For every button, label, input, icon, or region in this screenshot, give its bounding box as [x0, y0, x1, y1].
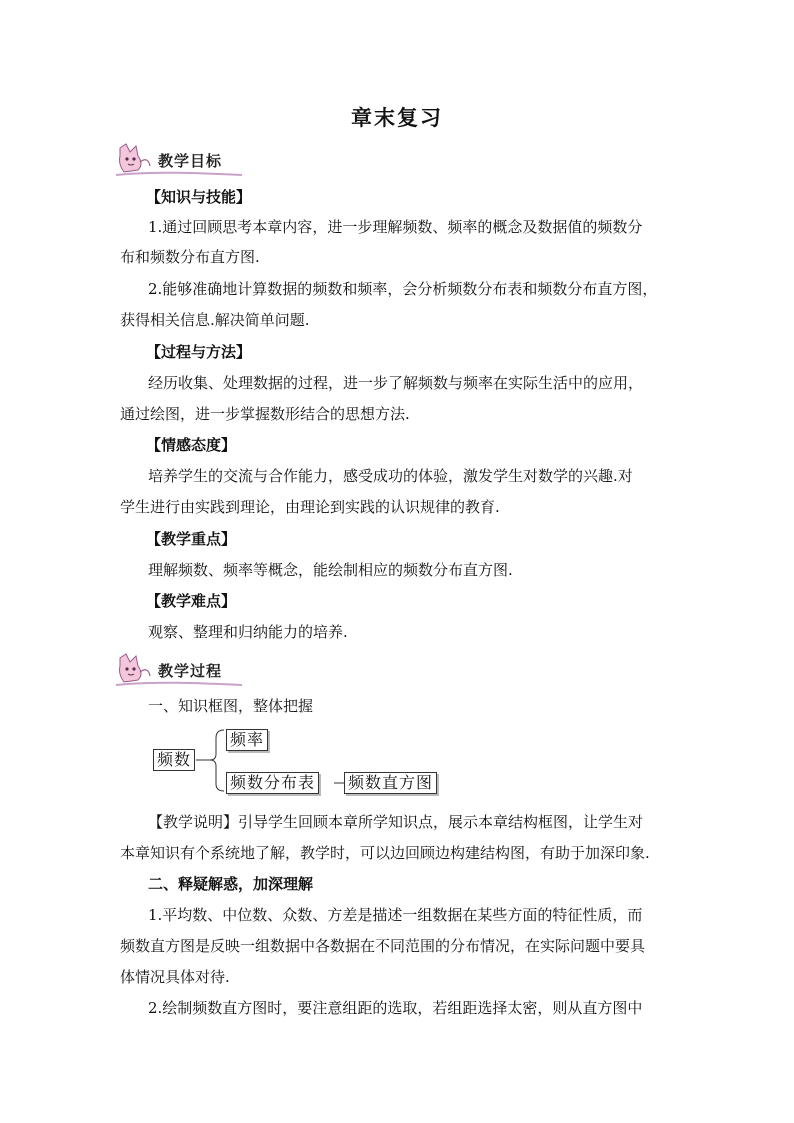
heading-key-points: 【教学重点】	[146, 530, 237, 548]
heading-knowledge: 【知识与技能】	[146, 188, 252, 206]
diagram-node-frequency-rate: 频率	[226, 729, 268, 751]
section-title: 二、释疑解惑，加深理解	[148, 875, 314, 893]
heading-process: 【过程与方法】	[146, 343, 252, 361]
paragraph-line: 1.平均数、中位数、众数、方差是描述一组数据在某些方面的特征性质，而	[148, 906, 643, 924]
paragraph-line: 【教学说明】引导学生回顾本章所学知识点，展示本章结构框图，让学生对	[148, 813, 644, 831]
heading-emotion: 【情感态度】	[146, 436, 237, 454]
diagram-node-distribution-table: 频数分布表	[226, 772, 319, 794]
section-banner-process	[114, 652, 244, 688]
paragraph-line: 培养学生的交流与合作能力，感受成功的体验，激发学生对数学的兴趣.对	[148, 467, 633, 485]
section-title: 一、知识框图，整体把握	[148, 697, 314, 715]
diagram-node-histogram: 频数直方图	[344, 772, 437, 794]
paragraph-line: 体情况具体对待.	[120, 968, 230, 986]
paragraph-line: 1.通过回顾思考本章内容，进一步理解频数、频率的概念及数据值的频数分	[148, 218, 643, 236]
section-banner-goals	[114, 142, 244, 178]
paragraph-line: 通过绘图，进一步掌握数形结合的思想方法.	[120, 405, 410, 423]
paragraph-line: 2.能够准确地计算数据的频数和频率，会分析频数分布表和频数分布直方图，	[148, 280, 658, 298]
heading-difficulty: 【教学难点】	[146, 592, 237, 610]
paragraph-line: 频数直方图是反映一组数据中各数据在不同范围的分布情况，在实际问题中要具	[120, 937, 646, 955]
paragraph-line: 理解频数、频率等概念，能绘制相应的频数分布直方图.	[148, 561, 513, 579]
paragraph-line: 经历收集、处理数据的过程，进一步了解频数与频率在实际生活中的应用，	[148, 374, 644, 392]
banner-label: 教学目标	[158, 152, 223, 170]
page-title: 章末复习	[351, 106, 443, 130]
paragraph-line: 2.绘制频数直方图时，要注意组距的选取，若组距选择太密，则从直方图中	[148, 999, 643, 1017]
diagram-node-frequency-count: 频数	[153, 749, 195, 771]
paragraph-line: 布和频数分布直方图.	[120, 248, 260, 266]
paragraph-line: 学生进行由实践到理论，由理论到实践的认识规律的教育.	[120, 498, 500, 516]
banner-label: 教学过程	[158, 662, 223, 680]
paragraph-line: 本章知识有个系统地了解，教学时，可以边回顾边构建结构图，有助于加深印象.	[120, 844, 650, 862]
paragraph-line: 观察、整理和归纳能力的培养.	[148, 623, 348, 641]
paragraph-line: 获得相关信息.解决简单问题.	[120, 311, 310, 329]
